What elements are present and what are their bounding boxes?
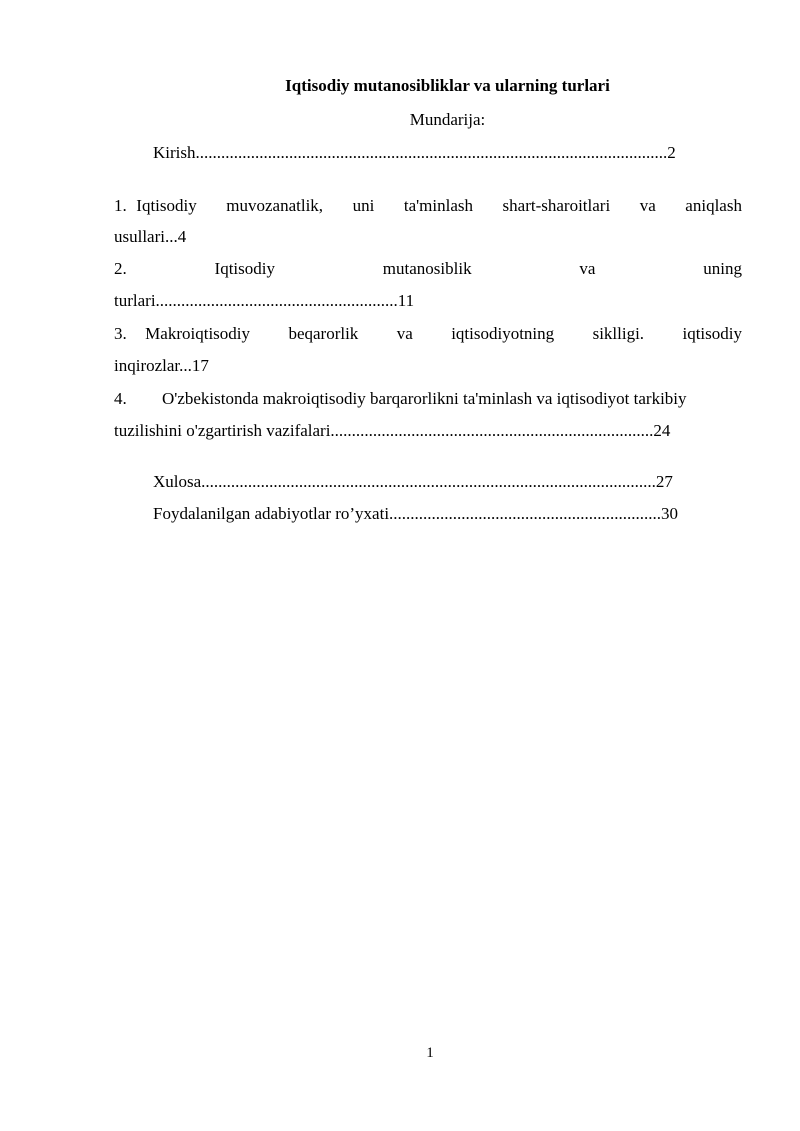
toc-entry-4-continuation: tuzilishini o'zgartirish vazifalari............................................................................24 [114,421,671,440]
page-number: 1 [426,1045,434,1061]
toc-entry-2-number: 2. [114,259,127,278]
toc-entry-2: 2. Iqtisodiy mutanosiblik va uning [114,259,742,278]
toc-entry-1: 1. Iqtisodiy muvozanatlik, uni ta'minlash shart-sharoitlari va aniqlash [114,196,742,215]
document-title: Iqtisodiy mutanosibliklar va ularning turlari [285,76,610,95]
toc-entry-4-number: 4. [114,389,127,408]
toc-entry-3: 3. Makroiqtisodiy beqarorlik va iqtisodiyotning siklligi. iqtisodiy [114,324,742,343]
toc-heading: Mundarija: [409,110,486,129]
toc-entry-intro: Kirish...............................................................................................................2 [153,143,676,162]
toc-entry-1-continuation: usullari...4 [114,227,187,246]
toc-entry-2-continuation: turlari.........................................................11 [114,291,415,310]
toc-entry-4: 4. O'zbekistonda makroiqtisodiy barqarorlikni ta'minlash va iqtisodiyot tarkibiy [114,389,687,408]
toc-entry-references: Foydalanilgan adabiyotlar ro’yxati................................................................30 [153,504,679,523]
toc-entry-3-number: 3. [114,324,127,343]
toc-entry-1-number: 1. [114,196,127,215]
toc-entry-conclusion: Xulosa...........................................................................................................27 [153,472,673,491]
toc-entry-3-continuation: inqirozlar...17 [114,356,209,375]
